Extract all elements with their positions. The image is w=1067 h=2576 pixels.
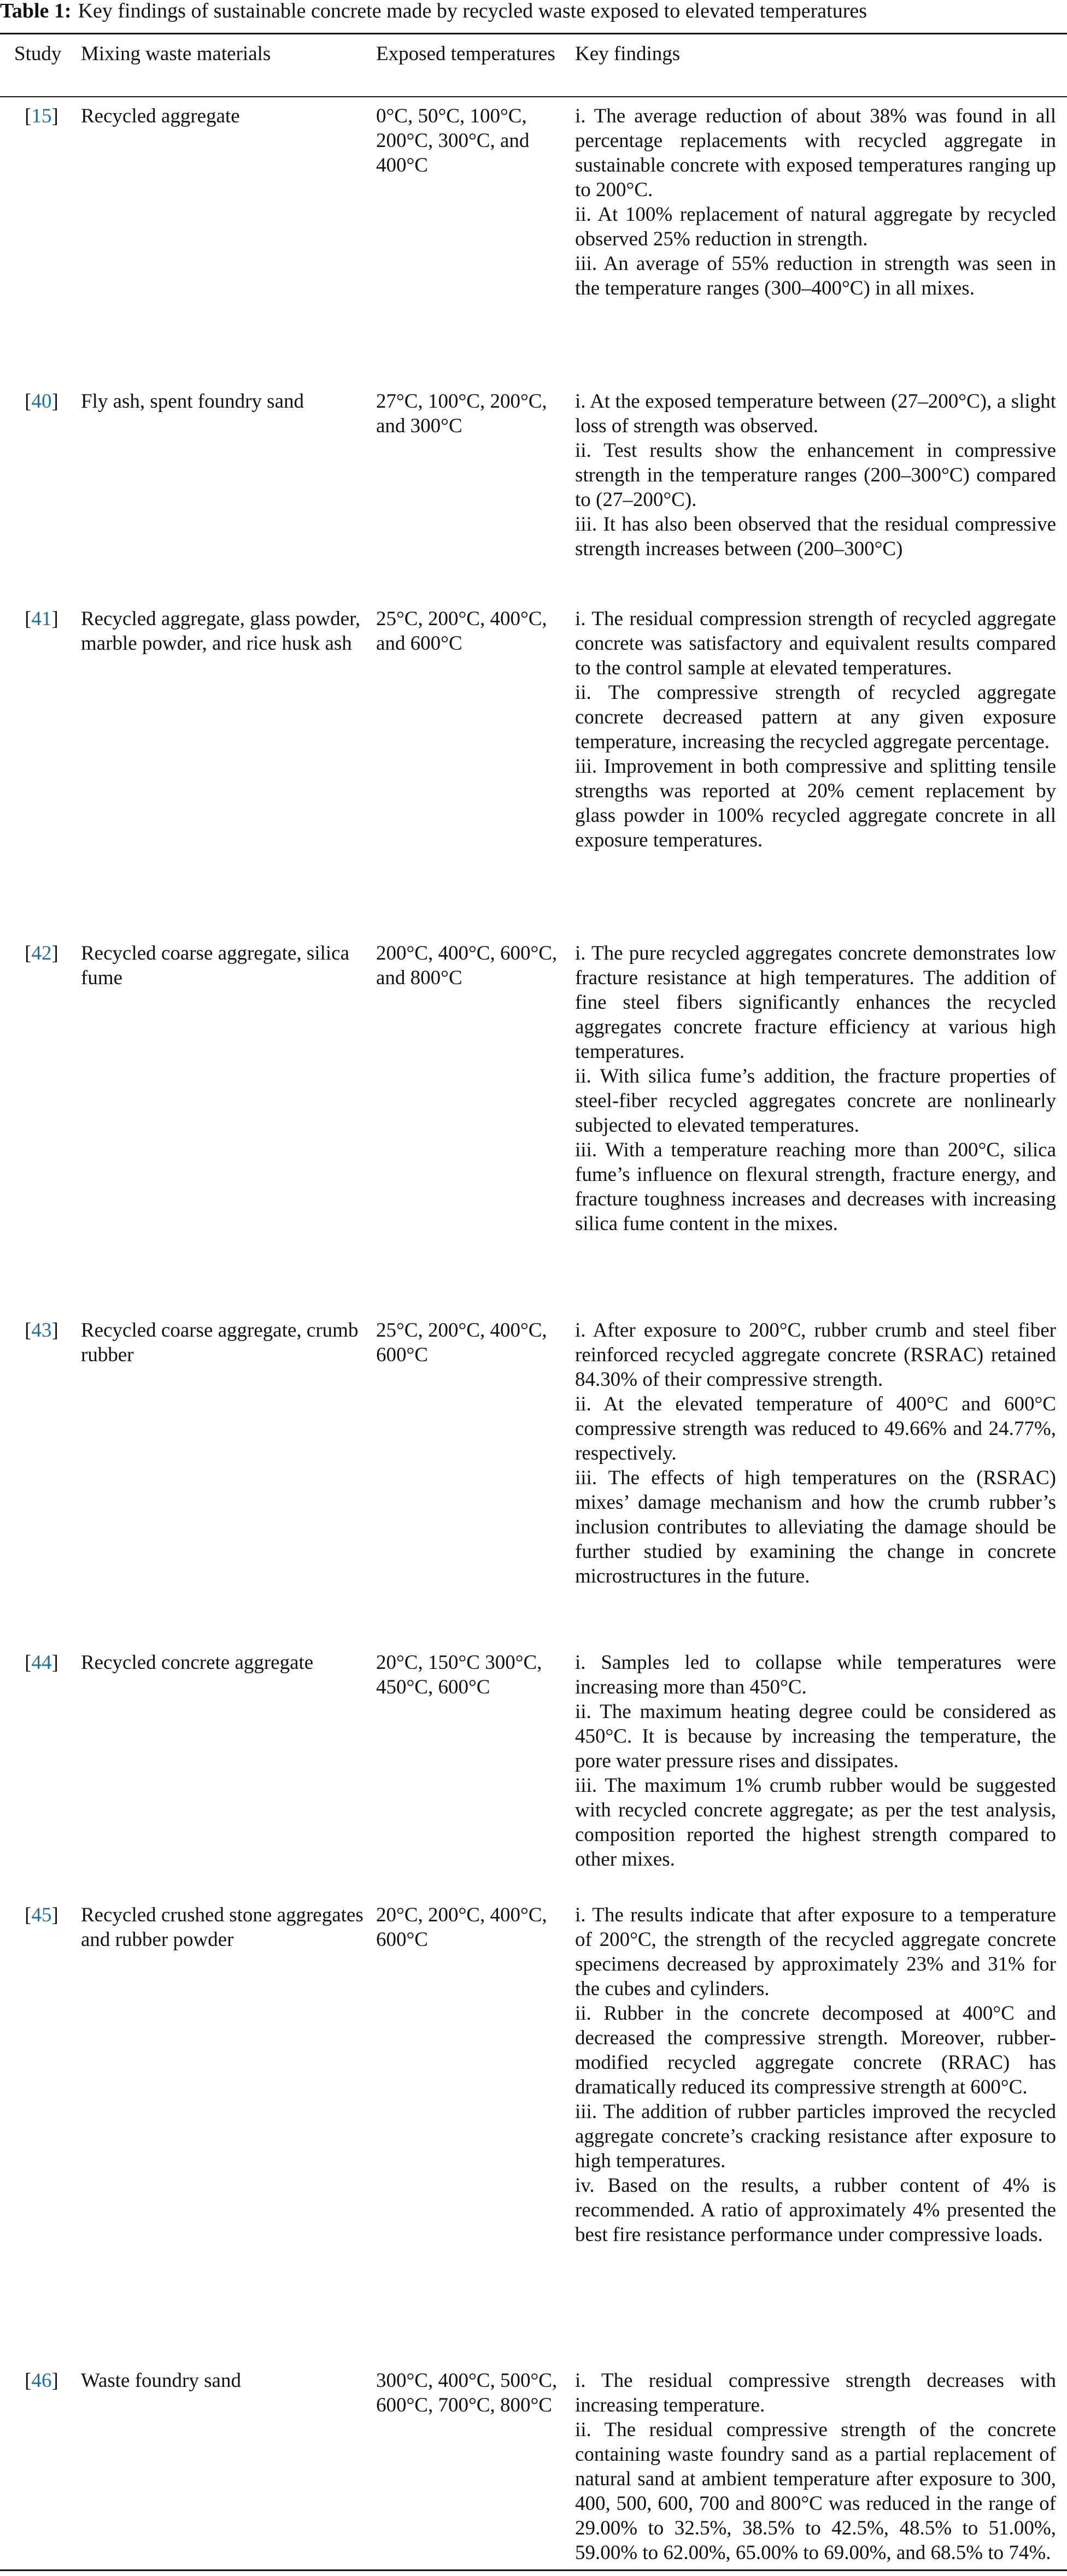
finding-item: ii. At the elevated temperature of 400°C and 600°C compressive strength was reduced to 49.66% and 24.77%, respectively. [575, 1393, 1056, 1465]
temperature-cell: 25°C, 200°C, 400°C, 600°C [376, 1319, 547, 1366]
findings-cell [575, 389, 1056, 561]
table-row [0, 601, 1067, 936]
table-caption [0, 0, 1067, 30]
finding-item: iii. The maximum 1% crumb rubber would be suggested with recycled concrete aggregate; as per the test analysis, composition reported the highest strength compared to other mixes. [575, 1774, 1056, 1871]
study-cell: [42] [25, 942, 58, 964]
table-row [0, 2363, 1067, 2568]
finding-item: ii. The residual compressive strength of the concrete containing waste foundry sand as a partial replacement of natural sand at ambient temperature after exposure to 300, 400, 500, 600, 700 and 800°C was reduced in the range of 29.00% to 32.5%, 38.5% to 42.5%, 48.5% to 51.00%, 59.00% to 62.00%, 65.00% to 69.00%, and 68.5% to 74%. [575, 2419, 1056, 2564]
findings-cell [575, 1903, 1056, 2247]
finding-item: iii. The addition of rubber particles improved the recycled aggregate concrete’s cracking resistance after exposure to high temperatures. [575, 2101, 1056, 2172]
findings-cell [575, 941, 1056, 1236]
table-row [0, 384, 1067, 601]
finding-item: i. The residual compressive strength decreases with increasing temperature. [575, 2369, 1056, 2416]
mixing-cell: Recycled concrete aggregate [81, 1651, 314, 1674]
table-bottom-rule [0, 2569, 1067, 2571]
header-mixing-materials: Mixing waste materials [81, 43, 271, 65]
reference-link[interactable]: 40 [31, 390, 52, 413]
study-cell: [15] [25, 105, 58, 127]
finding-item: iii. With a temperature reaching more than 200°C, silica fume’s influence on flexural strength, fracture energy, and fracture toughness increases and decreases with increasing silica fume content in the mixes. [575, 1139, 1056, 1235]
reference-link[interactable]: 45 [31, 1904, 52, 1926]
temperature-cell: 20°C, 150°C 300°C, 450°C, 600°C [376, 1651, 542, 1698]
findings-cell [575, 1318, 1056, 1589]
mixing-cell: Recycled coarse aggregate, crumb rubber [81, 1319, 359, 1366]
table-header [0, 36, 1067, 96]
finding-item: iii. Improvement in both compressive and splitting tensile strengths was reported at 20% cement replacement by glass powder in 100% recycled aggregate concrete in all exposure temperatures. [575, 755, 1056, 851]
mixing-cell: Recycled aggregate [81, 105, 240, 127]
finding-item: i. The residual compression strength of recycled aggregate concrete was satisfactory and equivalent results compared to the control sample at elevated temperatures. [575, 608, 1056, 679]
table-caption-text: Key findings of sustainable concrete made by recycled waste exposed to elevated temperatures [78, 0, 867, 22]
finding-item: ii. With silica fume’s addition, the fracture properties of steel-fiber recycled aggregates concrete are nonlinearly subjected to elevated temperatures. [575, 1065, 1056, 1137]
reference-link[interactable]: 41 [31, 608, 52, 630]
temperature-cell: 300°C, 400°C, 500°C, 600°C, 700°C, 800°C [376, 2369, 558, 2416]
study-cell: [44] [25, 1651, 58, 1674]
finding-item: iv. Based on the results, a rubber content of 4% is recommended. A ratio of approximately 4% presented the best fire resistance performance under compressive loads. [575, 2174, 1056, 2246]
finding-item: iii. The effects of high temperatures on the (RSRAC) mixes’ damage mechanism and how the crumb rubber’s inclusion contributes to alleviating the damage should be further studied by examining the change in concrete microstructures in the future. [575, 1467, 1056, 1587]
finding-item: ii. Test results show the enhancement in compressive strength in the temperature ranges (200–300°C) compared to (27–200°C). [575, 439, 1056, 511]
table-row [0, 1645, 1067, 1897]
study-cell: [40] [25, 390, 58, 413]
findings-cell [575, 104, 1056, 301]
mixing-cell: Recycled coarse aggregate, silica fume [81, 942, 350, 989]
temperature-cell: 27°C, 100°C, 200°C, and 300°C [376, 390, 547, 437]
mixing-cell: Recycled crushed stone aggregates and rubber powder [81, 1904, 364, 1951]
study-cell: [45] [25, 1904, 58, 1926]
header-study: Study [14, 43, 62, 65]
reference-link[interactable]: 43 [31, 1319, 52, 1342]
reference-link[interactable]: 42 [31, 942, 52, 964]
finding-item: ii. Rubber in the concrete decomposed at 400°C and decreased the compressive strength. Moreover, rubber-modified recycled aggregate concrete (RRAC) has dramatically reduced its compressive strength at 600°C. [575, 2002, 1056, 2098]
table-caption-label: Table 1: [0, 0, 72, 22]
finding-item: i. The results indicate that after exposure to a temperature of 200°C, the strength of the recycled aggregate concrete specimens decreased by approximately 23% and 31% for the cubes and cylinders. [575, 1904, 1056, 2000]
temperature-cell: 0°C, 50°C, 100°C, 200°C, 300°C, and 400°C [376, 105, 530, 177]
finding-item: iii. An average of 55% reduction in strength was seen in the temperature ranges (300–400°C) in all mixes. [575, 252, 1056, 299]
findings-cell [575, 2368, 1056, 2565]
reference-link[interactable]: 46 [31, 2369, 52, 2392]
finding-item: i. The pure recycled aggregates concrete demonstrates low fracture resistance at high temperatures. The addition of fine steel fibers significantly enhances the recycled aggregates concrete fracture efficiency at various high temperatures. [575, 942, 1056, 1063]
reference-link[interactable]: 15 [31, 105, 52, 127]
header-exposed-temperatures: Exposed temperatures [376, 43, 555, 65]
temperature-cell: 20°C, 200°C, 400°C, 600°C [376, 1904, 547, 1951]
study-cell: [41] [25, 608, 58, 630]
finding-item: i. After exposure to 200°C, rubber crumb and steel fiber reinforced recycled aggregate concrete (RSRAC) retained 84.30% of their compressive strength. [575, 1319, 1056, 1391]
study-cell: [46] [25, 2369, 58, 2392]
finding-item: i. Samples led to collapse while temperatures were increasing more than 450°C. [575, 1651, 1056, 1698]
table-body [0, 98, 1067, 2568]
finding-item: ii. The compressive strength of recycled aggregate concrete decreased pattern at any given exposure temperature, increasing the recycled aggregate percentage. [575, 681, 1056, 753]
temperature-cell: 25°C, 200°C, 400°C, and 600°C [376, 608, 547, 655]
reference-link[interactable]: 44 [31, 1651, 52, 1674]
finding-item: ii. The maximum heating degree could be considered as 450°C. It is because by increasing the temperature, the pore water pressure rises and dissipates. [575, 1701, 1056, 1772]
table-header-rule [0, 96, 1067, 97]
mixing-cell: Fly ash, spent foundry sand [81, 390, 304, 413]
mixing-cell: Waste foundry sand [81, 2369, 241, 2392]
mixing-cell: Recycled aggregate, glass powder, marble powder, and rice husk ash [81, 608, 361, 655]
study-cell: [43] [25, 1319, 58, 1342]
finding-item: i. The average reduction of about 38% was found in all percentage replacements with recycled aggregate in sustainable concrete with exposed temperatures ranging up to 200°C. [575, 105, 1056, 201]
header-key-findings: Key findings [575, 43, 681, 65]
finding-item: i. At the exposed temperature between (27–200°C), a slight loss of strength was observed. [575, 390, 1056, 437]
finding-item: iii. It has also been observed that the residual compressive strength increases between (200–300°C) [575, 513, 1056, 560]
finding-item: ii. At 100% replacement of natural aggregate by recycled observed 25% reduction in strength. [575, 203, 1056, 250]
table-row [0, 1313, 1067, 1645]
temperature-cell: 200°C, 400°C, 600°C, and 800°C [376, 942, 558, 989]
table-top-rule [0, 33, 1067, 34]
table-row [0, 936, 1067, 1313]
findings-cell [575, 1650, 1056, 1872]
table-row [0, 98, 1067, 384]
findings-cell [575, 607, 1056, 852]
table-row [0, 1897, 1067, 2363]
